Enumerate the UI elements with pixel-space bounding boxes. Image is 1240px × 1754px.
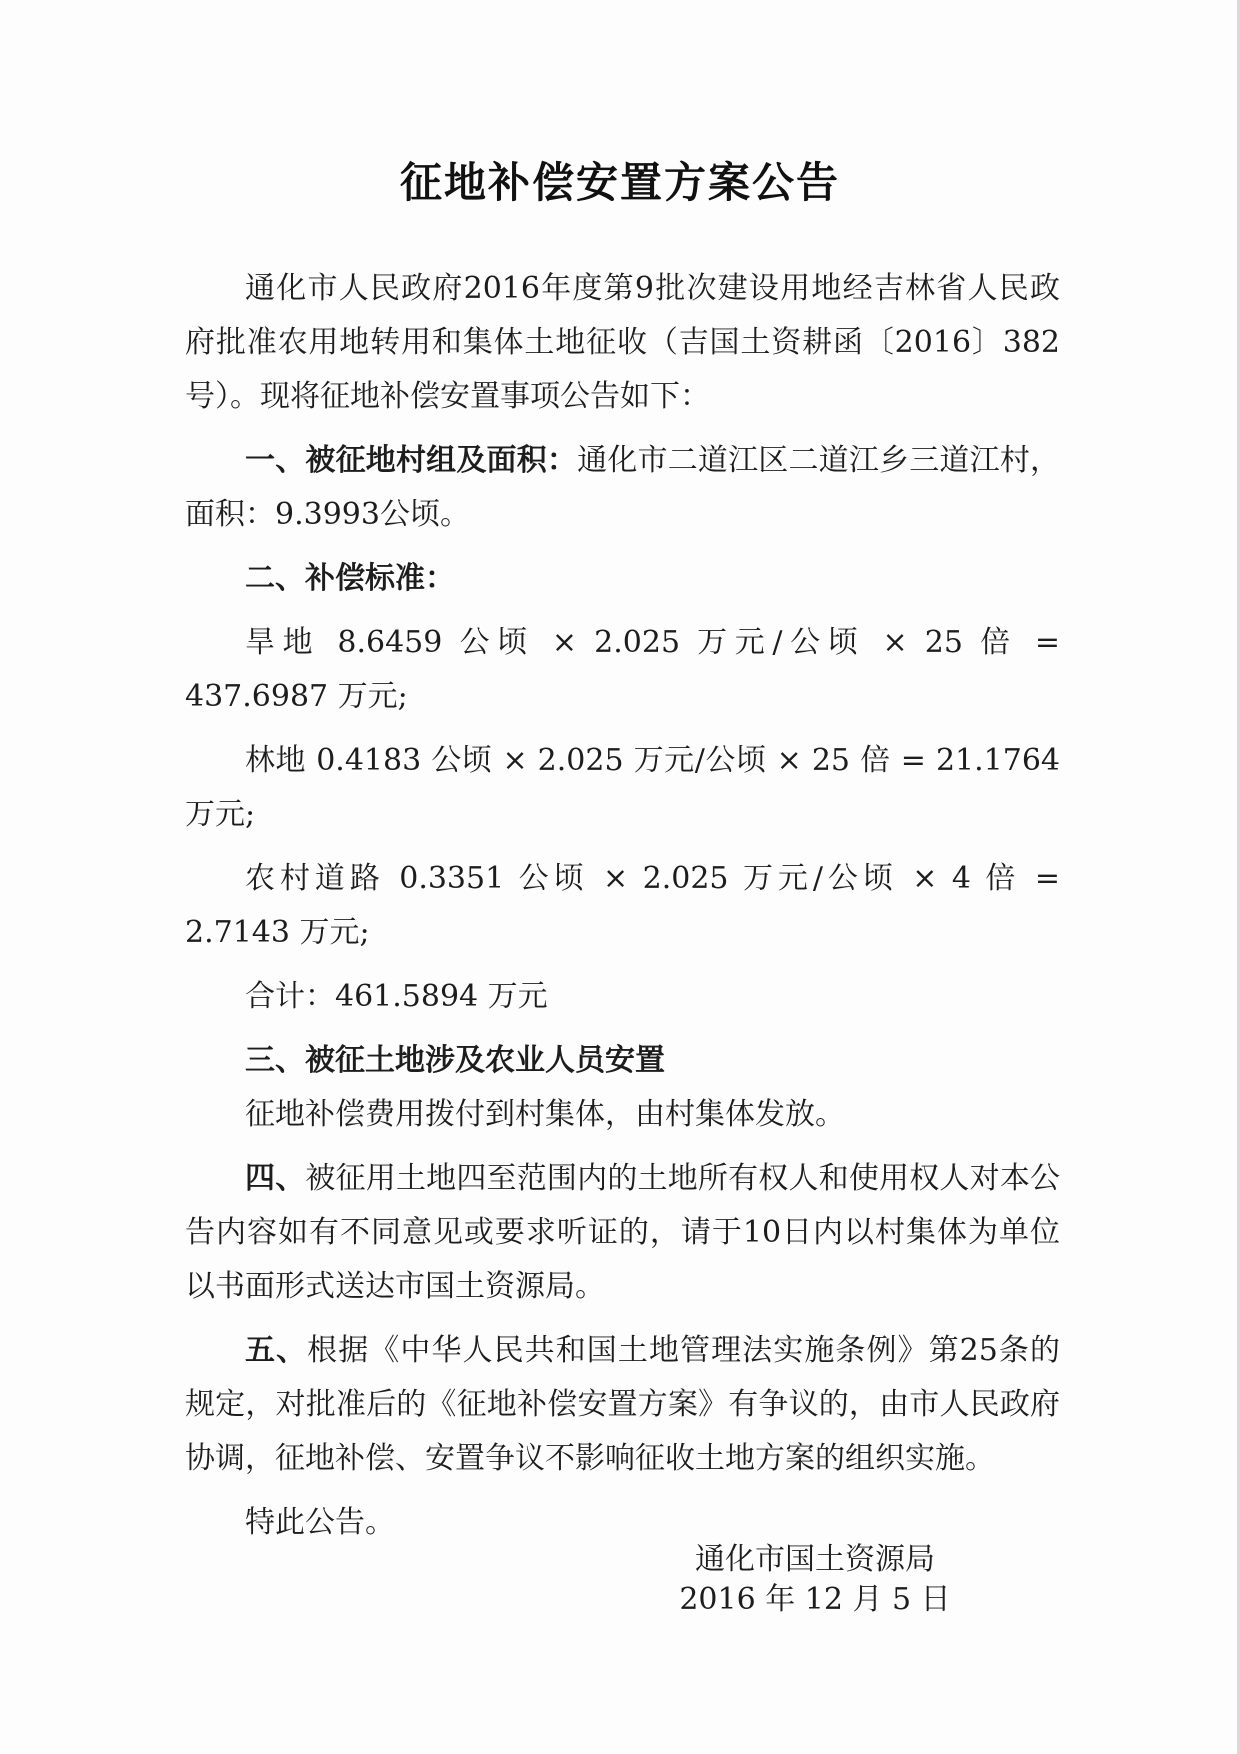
section-2-heading-text: 二、补偿标准：	[245, 561, 455, 596]
compensation-item-forest: 林地 0.4183 公顷 × 2.025 万元/公顷 × 25 倍 = 21.1764 万元;	[185, 743, 1060, 832]
closing-text: 特此公告。	[245, 1505, 395, 1540]
section-3-heading-text: 三、被征土地涉及农业人员安置	[245, 1043, 665, 1078]
section-5-text: 根据《中华人民共和国土地管理法实施条例》第25条的规定，对批准后的《征地补偿安置方案》有争议的，由市人民政府协调，征地补偿、安置争议不影响征收土地方案的组织实施。	[185, 1333, 1060, 1476]
compensation-total: 合计：461.5894 万元	[245, 979, 548, 1014]
document-title: 征地补偿安置方案公告	[399, 158, 840, 207]
section-5	[185, 1324, 1060, 1486]
section-1-text: 通化市二道江区二道江乡三道江村，面积：9.3993公顷。	[185, 443, 1061, 532]
section-5-heading: 五、	[245, 1333, 308, 1368]
intro-paragraph: 通化市人民政府2016年度第9批次建设用地经吉林省人民政府批准农用地转用和集体土地征收（吉国土资耕函〔2016〕382号）。现将征地补偿安置事项公告如下：	[185, 271, 1060, 414]
section-1-heading: 一、被征地村组及面积：	[245, 443, 578, 478]
section-2-heading	[185, 552, 1060, 606]
compensation-item-road: 农村道路 0.3351 公顷 × 2.025 万元/公顷 × 4 倍 = 2.7143 万元;	[185, 861, 1060, 950]
section-3-text: 征地补偿费用拨付到村集体，由村集体发放。	[245, 1097, 845, 1132]
section-1	[185, 434, 1060, 542]
section-4	[185, 1152, 1060, 1314]
signature-block	[655, 1540, 975, 1620]
signature-org: 通化市国土资源局	[695, 1542, 935, 1577]
document-body	[185, 262, 1060, 1550]
section-4-heading: 四、	[245, 1161, 306, 1196]
signature-date: 2016 年 12 月 5 日	[679, 1582, 951, 1617]
compensation-item-dryland: 旱地 8.6459 公顷 × 2.025 万元/公顷 × 25 倍 = 437.6987 万元;	[185, 625, 1060, 714]
section-4-text: 被征用土地四至范围内的土地所有权人和使用权人对本公告内容如有不同意见或要求听证的，请于10日内以村集体为单位以书面形式送达市国土资源局。	[185, 1161, 1061, 1304]
section-3-heading	[185, 1034, 1060, 1088]
